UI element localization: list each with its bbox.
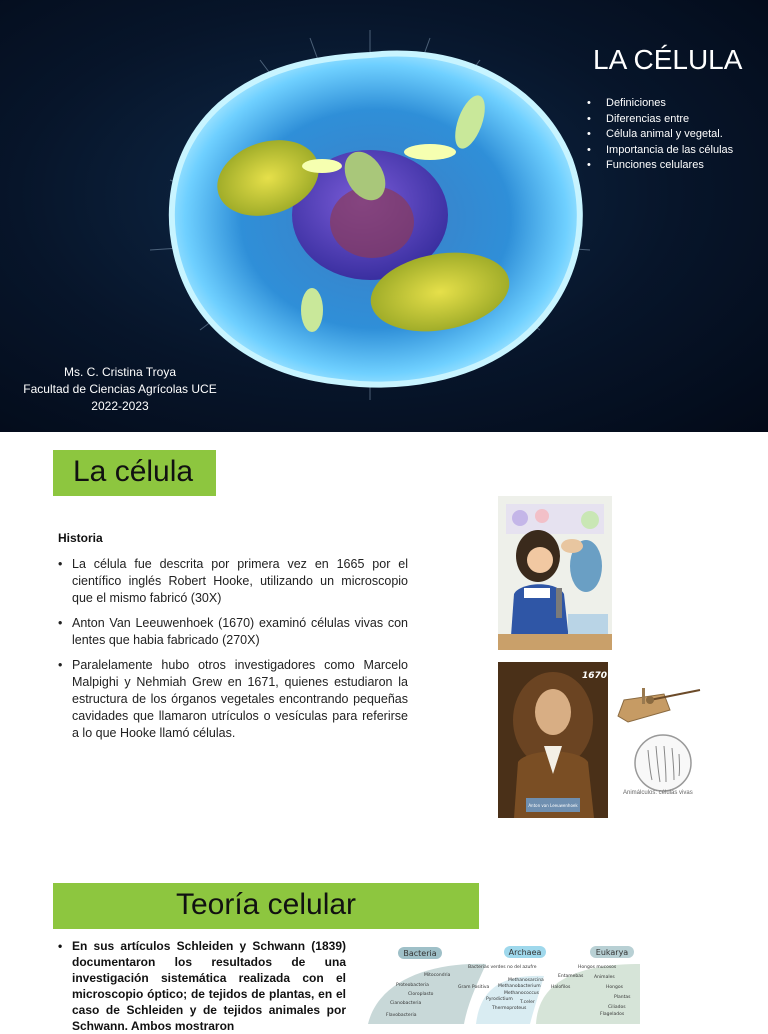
early-microscope-image	[610, 682, 704, 726]
tree-label: Bacterias verdes no del azufre	[468, 965, 537, 970]
portrait-year: 1670	[582, 671, 608, 681]
tree-domain-bacteria: Bacteria	[403, 949, 437, 958]
tree-label: Entamebas	[558, 974, 584, 979]
tree-label: Mitocondria	[424, 973, 451, 978]
tree-label: Halofilos	[551, 985, 571, 990]
theory-paragraph: • En sus artículos Schleiden y Schwann (1839) documentaron los resultados de una investigación sistemática realizada con el microscopio óptico; de tejidos de plantas, en el caso de Schleiden y de tejidos animales por Schwann. Ambos mostraron	[58, 938, 346, 1034]
tree-label: Flavobacteria	[386, 1013, 417, 1018]
author-name: Ms. C. Cristina Troya	[63, 365, 177, 379]
cell-illustration	[140, 30, 600, 400]
tree-label: Hongos	[606, 985, 623, 990]
tree-domain-archaea: Archaea	[508, 948, 542, 957]
slide-cell-theory	[0, 864, 768, 1033]
vesicle	[404, 144, 456, 160]
slide-history	[0, 432, 768, 864]
tree-label: Gram Positiva	[458, 985, 490, 990]
portrait-nameplate: Anton van Leeuwenhoek	[528, 803, 578, 808]
tree-label: Methanobacterium	[498, 984, 541, 989]
animalcules-drawing	[632, 732, 694, 794]
slide-heading: La célula	[53, 450, 216, 496]
scientist-microscope-illustration	[498, 496, 612, 650]
slide-heading: Teoría celular	[53, 883, 479, 929]
tree-domain-eukarya: Eukarya	[595, 948, 629, 957]
vesicle	[302, 159, 342, 173]
topic-item: • Diferencias entre	[587, 112, 733, 128]
tree-label: Flagelados	[600, 1012, 625, 1017]
history-item: • Anton Van Leeuwenhoek (1670) examinó células vivas con lentes que habia fabricado (270X)	[58, 615, 408, 649]
slide-title	[0, 0, 768, 432]
tree-label: Methanosarcina	[508, 978, 544, 983]
tree-label: Cloroplasto	[408, 992, 434, 997]
author-block	[10, 364, 230, 415]
history-list	[58, 556, 408, 750]
tree-label: Cianobacteria	[390, 1001, 422, 1006]
topic-item: • Funciones celulares	[587, 158, 733, 174]
tree-label: Methanococcus	[504, 991, 540, 996]
tree-label: Hongos mucosos	[578, 965, 617, 970]
tree-label: Pyrodictium	[486, 997, 513, 1002]
section-subtitle: Historia	[58, 531, 103, 545]
history-item: • Paralelamente hubo otros investigadores como Marcelo Malpighi y Nehmiah Grew en 1671, quienes estudiaron la estructura de los órganos vegetales encontrando pequeñas cavidades que llamaron utrículos o vesículas para referirse a lo que Hooke llamó células.	[58, 657, 408, 742]
presentation-title: LA CÉLULA	[593, 44, 743, 75]
tree-label: Thermoproteus	[492, 1006, 527, 1011]
topics-list	[587, 96, 733, 174]
topic-item: • Importancia de las células	[587, 143, 733, 159]
tree-label: Proteobacteria	[396, 983, 429, 988]
tree-label: Ciliados	[608, 1005, 626, 1010]
tree-label: T.celer	[520, 1000, 535, 1005]
mitochondrion	[301, 288, 323, 332]
leeuwenhoek-portrait	[498, 662, 608, 818]
tree-label: Animales	[594, 975, 615, 980]
history-item: • La célula fue descrita por primera vez en 1665 por el científico inglés Robert Hooke, utilizando un microscopio que el mismo fabricó (30X)	[58, 556, 408, 607]
phylogenetic-tree	[368, 942, 640, 1024]
topic-item: • Célula animal y vegetal.	[587, 127, 733, 143]
topic-item: • Definiciones	[587, 96, 733, 112]
author-faculty: Facultad de Ciencias Agrícolas UCE	[23, 382, 217, 396]
tree-label: Plantas	[614, 995, 631, 1000]
author-period: 2022-2023	[91, 399, 149, 413]
image-caption: Animálculos: células vivas	[623, 790, 693, 796]
